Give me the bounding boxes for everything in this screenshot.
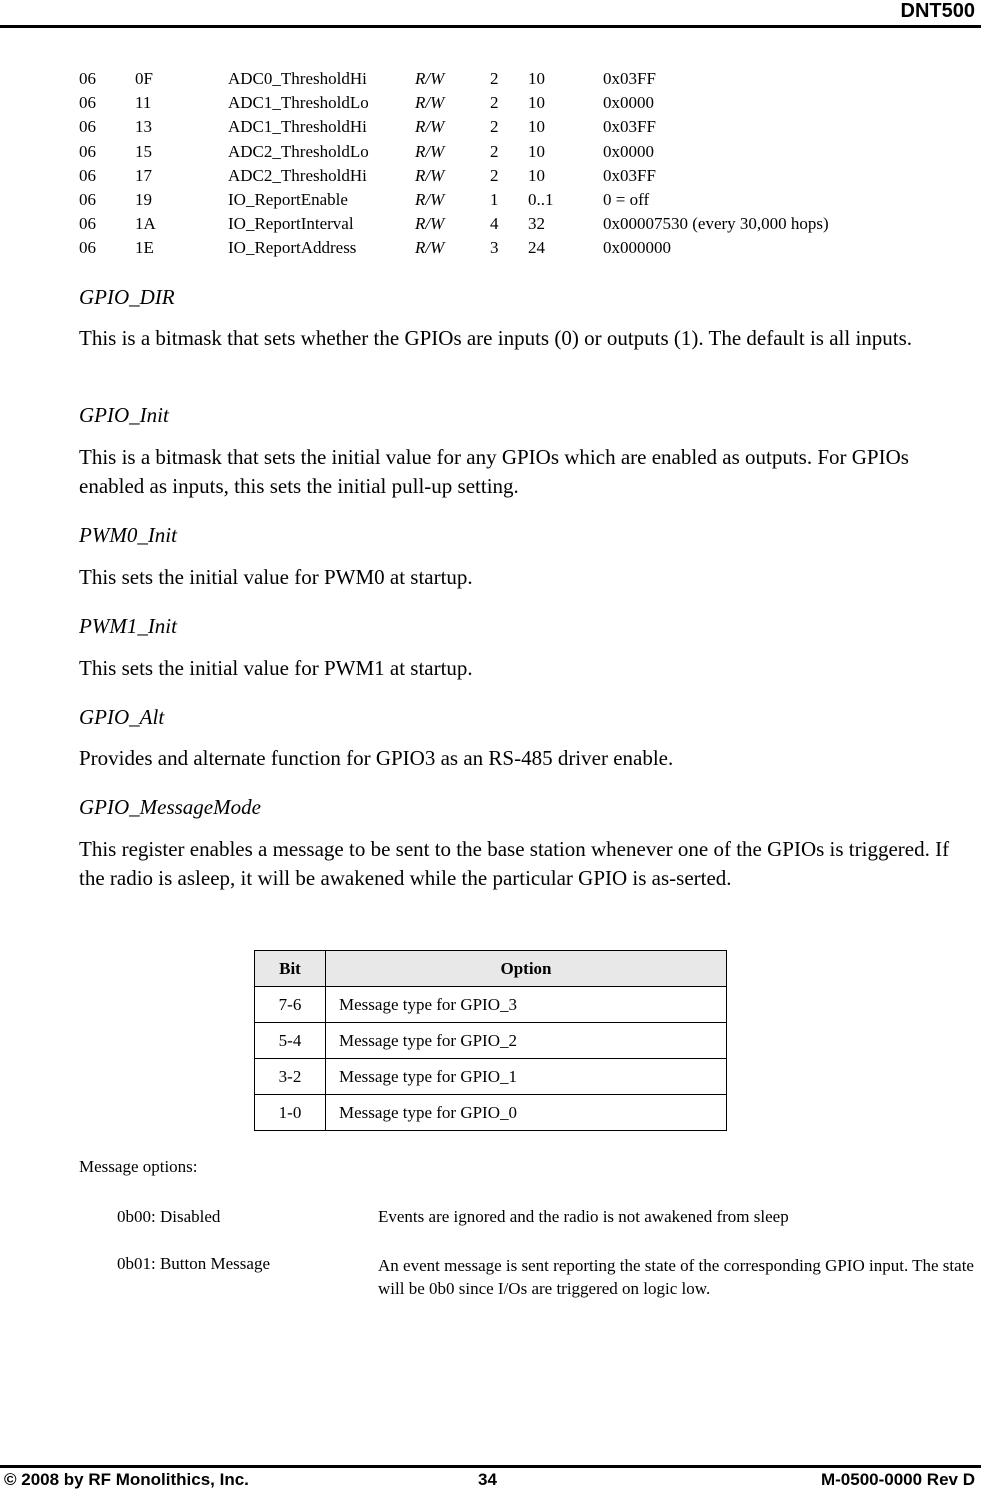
- reg-rw: R/W: [415, 93, 445, 113]
- table-row: [255, 1059, 727, 1095]
- bit-cell: 1-0: [255, 1095, 326, 1131]
- reg-rw: R/W: [415, 165, 445, 185]
- reg-location: 1A: [135, 214, 156, 234]
- page-number: 34: [478, 1470, 497, 1489]
- reg-range: 10: [528, 93, 545, 113]
- bit-cell: 7-6: [255, 987, 326, 1023]
- reg-default: 0x03FF: [603, 165, 656, 185]
- message-mode-table: [254, 950, 727, 1131]
- option-cell: Message type for GPIO_0: [326, 1095, 727, 1131]
- gpio-dir-text: This is a bitmask that sets whether the GPIOs are inputs (0) or outputs (1). The default is all inputs.: [79, 326, 913, 350]
- bit-header: Bit: [255, 951, 326, 987]
- pwm1-text: This sets the initial value for PWM1 at startup.: [79, 656, 473, 680]
- reg-name: IO_ReportAddress: [228, 238, 357, 258]
- reg-default: 0x0000: [603, 93, 654, 113]
- reg-size: 2: [490, 69, 499, 88]
- reg-bank: 06: [79, 141, 96, 161]
- option-header: Option: [326, 951, 727, 987]
- gpio-messagemode-heading: GPIO_MessageMode: [79, 795, 261, 819]
- reg-bank: 06: [79, 93, 96, 113]
- reg-bank: 06: [79, 69, 96, 88]
- reg-location: 15: [135, 141, 152, 161]
- header-rule: [0, 25, 981, 28]
- gpio-init-text: This is a bitmask that sets the initial value for any GPIOs which are enabled as outputs. For GPIOs enabled as inputs, this sets the initial pull-up setting.: [79, 445, 909, 498]
- reg-default: 0x00007530 (every 30,000 hops): [603, 214, 829, 234]
- pwm1-heading: PWM1_Init: [79, 614, 177, 638]
- reg-name: ADC2_ThresholdLo: [228, 141, 369, 161]
- reg-range: 24: [528, 238, 545, 258]
- reg-location: 1E: [135, 238, 154, 258]
- reg-range: 10: [528, 141, 545, 161]
- gpio-messagemode-text: This register enables a message to be sent to the base station whenever one of the GPIOs is triggered. If the radio is asleep, it will be awakened while the particular GPIO is as-serted.: [79, 837, 950, 890]
- gpio-init-heading: GPIO_Init: [79, 403, 169, 427]
- document-number: M-0500-0000 Rev D: [820, 1470, 975, 1489]
- reg-range: 10: [528, 69, 545, 88]
- table-header-row: [255, 951, 727, 987]
- gpio-alt-text: Provides and alternate function for GPIO3 as an RS-485 driver enable.: [79, 746, 674, 770]
- reg-name: IO_ReportEnable: [228, 189, 348, 209]
- reg-location: 0F: [135, 69, 153, 88]
- reg-name: IO_ReportInterval: [228, 214, 354, 234]
- reg-default: 0x03FF: [603, 69, 656, 88]
- reg-location: 13: [135, 117, 152, 137]
- reg-location: 19: [135, 189, 152, 209]
- pwm0-text: This sets the initial value for PWM0 at startup.: [79, 565, 473, 589]
- reg-size: 1: [490, 189, 499, 209]
- gpio-alt-heading: GPIO_Alt: [79, 705, 165, 729]
- reg-bank: 06: [79, 214, 96, 234]
- reg-default: 0x03FF: [603, 117, 656, 137]
- header-title: DNT500: [900, 0, 975, 22]
- reg-rw: R/W: [415, 238, 445, 258]
- reg-bank: 06: [79, 238, 96, 258]
- bit-cell: 3-2: [255, 1059, 326, 1095]
- option-description: Events are ignored and the radio is not awakened from sleep: [378, 1207, 789, 1226]
- reg-size: 2: [490, 141, 499, 161]
- gpio-dir-heading: GPIO_DIR: [79, 285, 175, 309]
- reg-location: 11: [135, 93, 152, 113]
- footer-rule: [0, 1465, 981, 1468]
- reg-name: ADC0_ThresholdHi: [228, 69, 367, 88]
- pwm0-heading: PWM0_Init: [79, 523, 177, 547]
- option-description: An event message is sent reporting the state of the corresponding GPIO input. The state will be 0b0 since I/Os are triggered on logic low.: [378, 1256, 974, 1298]
- reg-range: 32: [528, 214, 545, 234]
- reg-default: 0 = off: [603, 189, 650, 209]
- reg-default: 0x000000: [603, 238, 671, 258]
- table-row: [255, 987, 727, 1023]
- reg-bank: 06: [79, 189, 96, 209]
- table-row: [255, 1023, 727, 1059]
- bit-cell: 5-4: [255, 1023, 326, 1059]
- reg-size: 3: [490, 238, 499, 258]
- reg-rw: R/W: [415, 69, 445, 88]
- reg-size: 2: [490, 165, 499, 185]
- reg-range: 0..1: [528, 189, 554, 209]
- option-code: 0b00: Disabled: [117, 1207, 221, 1226]
- option-cell: Message type for GPIO_1: [326, 1059, 727, 1095]
- reg-size: 2: [490, 93, 499, 113]
- option-cell: Message type for GPIO_3: [326, 987, 727, 1023]
- message-options-label: Message options:: [79, 1157, 198, 1176]
- reg-range: 10: [528, 165, 545, 185]
- reg-size: 4: [490, 214, 499, 234]
- reg-rw: R/W: [415, 117, 445, 137]
- reg-name: ADC1_ThresholdHi: [228, 117, 367, 137]
- reg-rw: R/W: [415, 141, 445, 161]
- reg-default: 0x0000: [603, 141, 654, 161]
- table-row: [255, 1095, 727, 1131]
- reg-bank: 06: [79, 117, 96, 137]
- footer-copyright: © 2008 by RF Monolithics, Inc.: [4, 1470, 249, 1489]
- reg-rw: R/W: [415, 189, 445, 209]
- reg-size: 2: [490, 117, 499, 137]
- reg-name: ADC2_ThresholdHi: [228, 165, 367, 185]
- reg-rw: R/W: [415, 214, 445, 234]
- option-code: 0b01: Button Message: [117, 1254, 270, 1273]
- option-cell: Message type for GPIO_2: [326, 1023, 727, 1059]
- reg-bank: 06: [79, 165, 96, 185]
- reg-range: 10: [528, 117, 545, 137]
- reg-name: ADC1_ThresholdLo: [228, 93, 369, 113]
- reg-location: 17: [135, 165, 152, 185]
